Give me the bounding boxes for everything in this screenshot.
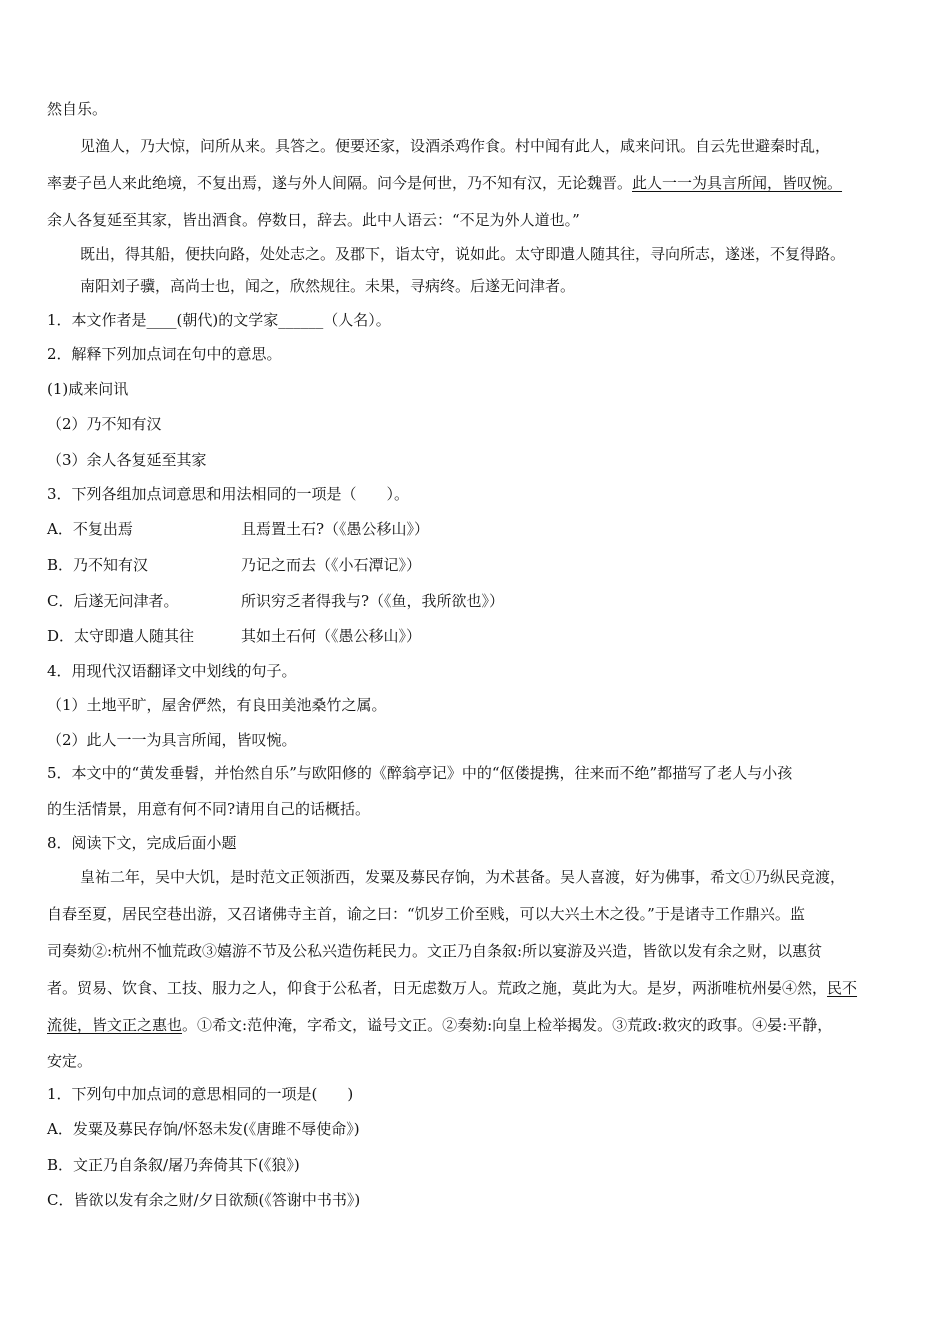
underlined-sentence: 民不 — [827, 979, 858, 997]
question-4-item: （2）此人一一为具言所闻，皆叹惋。 — [47, 731, 297, 749]
option-b-right: 乃记之而去（《小石潭记》） — [241, 556, 422, 574]
passage-text: 者。贸易、饮食、工技、服力之人，仰食于公私者，日无虑数万人。荒政之施，莫此为大。是岁，两浙唯杭州晏④然， — [47, 979, 828, 997]
passage-line — [47, 1014, 832, 1036]
option-a — [47, 518, 747, 540]
question-5-line: 的生活情景，用意有何不同?请用自己的话概括。 — [47, 800, 371, 818]
question-2-item: （2）乃不知有汉 — [47, 415, 162, 433]
question-5-line: 5．本文中的“黄发垂髫，并怡然自乐”与欧阳修的《醉翁亭记》中的“伛偻提携，往来而不绝”都描写了老人与小孩 — [47, 764, 793, 782]
question-2-item: （3）余人各复延至其家 — [47, 451, 207, 469]
question-1: 1．本文作者是____(朝代)的文学家______（人名）。 — [47, 311, 391, 329]
option-b-left: B．乃不知有汉 — [47, 556, 149, 574]
option-c-left: C．后遂无问津者。 — [47, 592, 179, 610]
option-a: A．发粟及募民存饷/怀怒未发(《唐雎不辱使命》) — [47, 1120, 360, 1138]
underlined-sentence: 此人一一为具言所闻，皆叹惋。 — [632, 174, 843, 192]
passage-text: 。①希文:范仲淹，字希文，谥号文正。②奏劾:向皇上检举揭发。③荒政:救灾的政事。④晏:平静， — [182, 1016, 833, 1034]
option-a-left: A．不复出焉 — [47, 520, 133, 538]
passage-line: 司奏劾②:杭州不恤荒政③嬉游不节及公私兴造伤耗民力。文正乃自条叙:所以宴游及兴造，皆欲以发有余之财，以惠贫 — [47, 942, 823, 960]
option-d — [47, 625, 747, 647]
question-4-item: （1）土地平旷，屋舍俨然，有良田美池桑竹之属。 — [47, 696, 387, 714]
passage-line — [47, 977, 857, 999]
passage-line: 自春至夏，居民空巷出游，又召诸佛寺主首，谕之曰：“饥岁工价至贱，可以大兴土木之役。”于是诸寺工作鼎兴。监 — [47, 905, 805, 923]
passage-line: 余人各复延至其家，皆出酒食。停数日，辞去。此中人语云：“不足为外人道也。” — [47, 211, 580, 229]
question-4-title: 4．用现代汉语翻译文中划线的句子。 — [47, 662, 297, 680]
passage-line: 既出，得其船，便扶向路，处处志之。及郡下，诣太守，说如此。太守即遣人随其往，寻向所志，遂迷，不复得路。 — [80, 245, 846, 263]
question-2-item: (1)咸来问讯 — [47, 380, 129, 398]
option-d-right: 其如土石何（《愚公移山》） — [241, 627, 422, 645]
passage-line: 见渔人，乃大惊，问所从来。具答之。便要还家，设酒杀鸡作食。村中闻有此人，咸来问讯。自云先世避秦时乱， — [80, 137, 831, 155]
underlined-sentence: 流徙，皆文正之惠也 — [47, 1016, 183, 1034]
passage-line: 皇祐二年，吴中大饥，是时范文正领浙西，发粟及募民存饷，为术甚备。吴人喜渡，好为佛事，希文①乃纵民竞渡， — [80, 868, 846, 886]
option-d-left: D．太守即遣人随其往 — [47, 627, 195, 645]
question-8-1-title: 1．下列句中加点词的意思相同的一项是( ) — [47, 1085, 354, 1103]
option-b: B．文正乃自条叙/屠乃奔倚其下(《狼》) — [47, 1156, 300, 1174]
question-3-title: 3．下列各组加点词意思和用法相同的一项是（ ）。 — [47, 485, 410, 503]
question-2-title: 2．解释下列加点词在句中的意思。 — [47, 345, 282, 363]
option-a-right: 且焉置土石?（《愚公移山》） — [241, 520, 430, 538]
question-8-title: 8．阅读下文，完成后面小题 — [47, 834, 237, 852]
passage-line: 南阳刘子骥，高尚士也，闻之，欣然规往。未果，寻病终。后遂无问津者。 — [80, 277, 576, 295]
passage-text: 率妻子邑人来此绝境，不复出焉，遂与外人间隔。问今是何世，乃不知有汉，无论魏晋。 — [47, 174, 633, 192]
passage-line: 安定。 — [47, 1052, 93, 1070]
passage-line: 然自乐。 — [47, 100, 108, 118]
option-c — [47, 590, 747, 612]
option-c: C．皆欲以发有余之财/夕日欲颓(《答谢中书书》) — [47, 1191, 361, 1209]
option-b — [47, 554, 747, 576]
passage-line — [47, 172, 842, 194]
option-c-right: 所识穷乏者得我与?（《鱼，我所欲也》） — [241, 592, 505, 610]
